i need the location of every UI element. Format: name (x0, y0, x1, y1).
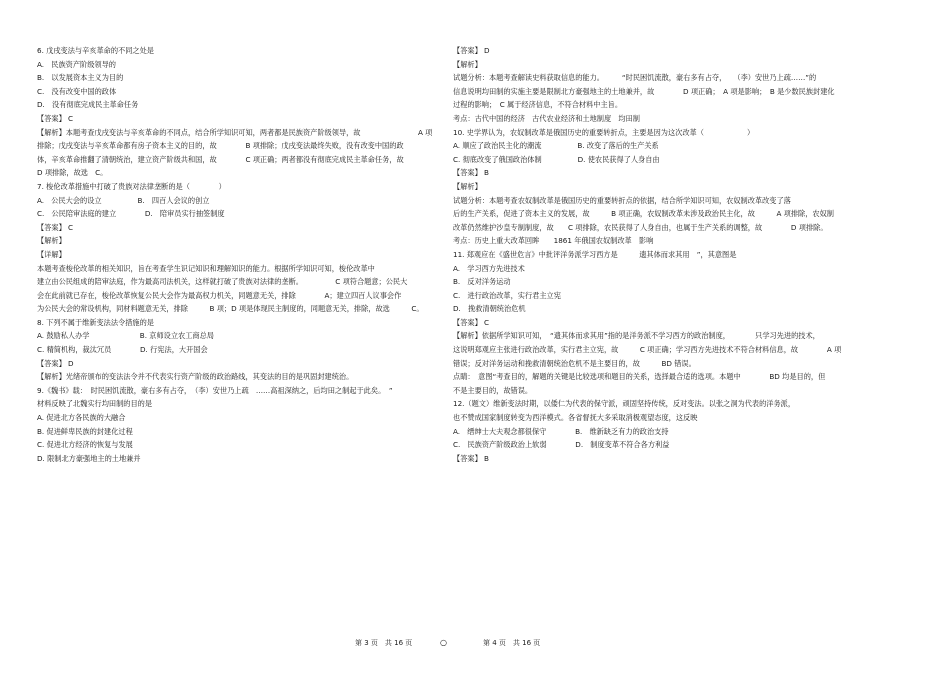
right-page-text-line: 考点：历史上重大改革回眸 1861 年俄国农奴制改革 影响 (453, 236, 654, 246)
left-page-text-line: C. 促进北方经济的恢复与发展 (37, 440, 133, 450)
right-page-text-line: 11. 郑观应在《盛世危言》中批评洋务派学习西方是 遗其体而求其用 ”，其意图是 (453, 249, 737, 259)
left-page-text-line: 9.《魏书》载： 时民困饥流散，豪右多有占夺， （李）安世乃上疏 ……高祖深纳之，后均田之制起于此矣。 ” (37, 385, 393, 395)
left-page-column (37, 44, 451, 465)
fold-mark: ○ (440, 638, 447, 647)
left-page-text-line: C. 公民陪审法庭的建立 D. 陪审员实行抽签制度 (37, 209, 225, 219)
right-page-text-line: A. 学习西方先进技术 (453, 263, 525, 273)
right-page-text-line: C. 进行政治改革，实行君主立宪 (453, 290, 561, 300)
left-page-text-line: 7. 梭伦改革措施中打破了贵族对法律垄断的是（ ） (37, 181, 226, 191)
right-page-text-line: A. 缙绅士大夫观念都很保守 B. 维新缺乏有力的政治支持 (453, 426, 669, 436)
right-page-text-line: 【答案】 B (453, 168, 489, 178)
right-page-text-line: 错误；反对洋务运动和挽救清朝统治危机不是主要目的，故 BD 错误。 (453, 358, 696, 368)
page-footer (0, 637, 950, 649)
left-page-text-line: 为公民大会的常设机构，同材料题意无关，排除 B 项；D 项是体现民主制度的，同题意无关，排除，故选 C。 (37, 304, 424, 314)
right-page-text-line: 试题分析：本题考查农奴制改革是俄国历史的重要转折点的依据，结合所学知识可知，农奴制改革改变了落 (453, 195, 791, 205)
right-page-text-line: C. 民族资产阶级政治上软弱 D. 制度变革不符合各方利益 (453, 440, 670, 450)
left-page-text-line: 本题考查梭伦改革的相关知识，旨在考查学生识记知识和理解知识的能力。根据所学知识可知，梭伦改革中 (37, 263, 375, 273)
left-page-text-line: C. 没有改变中国的政体 (37, 86, 117, 96)
left-page-text-line: 会在此前就已存在，梭伦改革恢复公民大会作为最高权力机关，同题意无关，排除 A；建立四百人议事会作 (37, 290, 402, 300)
right-page-text-line: 信息说明均田制的实施主要是限制北方豪强地主的土地兼并，故 D 项正确； A 项是影响； B 是少数民族封建化 (453, 86, 835, 96)
left-page-text-line: 材料反映了北魏实行均田制的目的是 (37, 399, 153, 409)
right-page-text-line: 【解析】 (453, 181, 482, 191)
right-page-text-line: 试题分析：本题考查解读史料获取信息的能力。 “时民困饥流散，豪右多有占夺， （李）安世乃上疏……”的 (453, 73, 817, 83)
left-page-text-line: 【解析】本题考查戊戌变法与辛亥革命的不同点，结合所学知识可知，两者都是民族资产阶级领导，故 A 项 (37, 127, 433, 137)
right-page-text-line: 考点：古代中国的经济 古代农业经济和土地制度 均田制 (453, 113, 640, 123)
right-page-text-line: 也不赞成国家制度转变为西洋模式。各省督抚大多采取消极观望态度，这反映 (453, 413, 698, 423)
left-page-text-line: 【解析】光绪帝颁布的变法法令并不代表实行资产阶级的政治路线，其变法的目的是巩固封建统治。 (37, 372, 354, 382)
right-page-text-line: D. 挽救清朝统治危机 (453, 304, 526, 314)
left-page-text-line: 8. 下列不属于维新变法法令措施的是 (37, 317, 154, 327)
left-page-text-line: 体，辛亥革命推翻了清朝统治，建立资产阶级共和国，故 C 项正确；两者都没有彻底完成民主革命任务，故 (37, 154, 404, 164)
right-page-text-line: 改革仍然维护沙皇专制制度，故 C 项排除，农民获得了人身自由，也属于生产关系的调整，故 D 项排除。 (453, 222, 828, 232)
right-page-number: 第 4 页 共 16 页 (483, 639, 541, 647)
right-page-text-line: 【解析】 (453, 59, 482, 69)
right-page-column (453, 44, 867, 465)
right-page-text-line: 【答案】 C (453, 317, 490, 327)
left-page-text-line: C. 精简机构，裁汰冗员 D. 行宪法，大开国会 (37, 345, 208, 355)
right-page-text-line: 后的生产关系，促进了资本主义的发展，故 B 项正确，农奴制改革未涉及政治民主化，故 A 项排除，农奴制 (453, 209, 834, 219)
left-page-text-line: A. 促进北方各民族的大融合 (37, 413, 126, 423)
right-page-text-line: 过程的影响； C 属于经济信息，不符合材料中主旨。 (453, 100, 623, 110)
right-page-text-line: 不是主要目的，故错误。 (453, 385, 533, 395)
left-page-text-line: 【解析】 (37, 236, 66, 246)
left-page-text-line: D. 限制北方豪强地主的土地兼并 (37, 453, 141, 463)
left-page-text-line: 【答案】 C (37, 222, 74, 232)
left-page-text-line: 【答案】 C (37, 113, 74, 123)
left-page-text-line: B. 促进鲜卑民族的封建化过程 (37, 426, 133, 436)
right-page-text-line: 点睛： 意图“考查目的，解题的关键是比较选项和题目的关系，选择最合适的选项。本题中 BD 均是目的，但 (453, 372, 826, 382)
right-page-text-line: B. 反对洋务运动 (453, 277, 511, 287)
left-page-text-line: 【答案】 D (37, 358, 74, 368)
left-page-text-line: 排除；戊戌变法与辛亥革命都有房子资本主义的目的，故 B 项排除；戊戌变法最终失败，没有改变中国的政 (37, 141, 404, 151)
left-page-text-line: 【详解】 (37, 249, 66, 259)
right-page-text-line: A. 顺应了政治民主化的潮流 B. 改变了落后的生产关系 (453, 141, 659, 151)
left-page-text-line: A. 民族资产阶级领导的 (37, 59, 116, 69)
left-page-text-line: 建立由公民组成的陪审法庭，作为最高司法机关，这样就打破了贵族对法律的垄断。 C 项符合题意；公民大 (37, 277, 408, 287)
right-page-text-line: 【解析】依据所学知识可知， “遗其体而求其用”指的是洋务派不学习西方的政治制度， 只学习先进的技术， (453, 331, 820, 341)
right-page-text-line: 10. 史学界认为，农奴制改革是俄国历史的重要转折点，主要是因为这次改革（ ） (453, 127, 755, 137)
right-page-text-line: 这说明郑观应主张进行政治改革，实行君主立宪，故 C 项正确；学习西方先进技术不符合材料信息，故 A 项 (453, 345, 842, 355)
right-page-text-line: 12.（题文）维新变法时期，以倭仁为代表的保守派，顽固坚持传统，反对变法。以张之洞为代表的洋务派， (453, 399, 796, 409)
left-page-text-line: A. 鼓励私人办学 B. 京师设立农工商总局 (37, 331, 214, 341)
left-page-text-line: D. 没有彻底完成民主革命任务 (37, 100, 139, 110)
left-page-text-line: 6. 戊戌变法与辛亥革命的不同之处是 (37, 46, 154, 55)
left-page-text-line: D 项排除，故选 C。 (37, 168, 108, 178)
right-page-text-line: 【答案】 D (453, 46, 490, 55)
left-page-text-line: B. 以发展资本主义为目的 (37, 73, 124, 83)
left-page-number: 第 3 页 共 16 页 (355, 639, 413, 647)
left-page-text-line: A. 公民大会的设立 B. 四百人会议的创立 (37, 195, 210, 205)
right-page-text-line: 【答案】 B (453, 453, 489, 463)
right-page-text-line: C. 彻底改变了俄国政治体制 D. 使农民获得了人身自由 (453, 154, 660, 164)
